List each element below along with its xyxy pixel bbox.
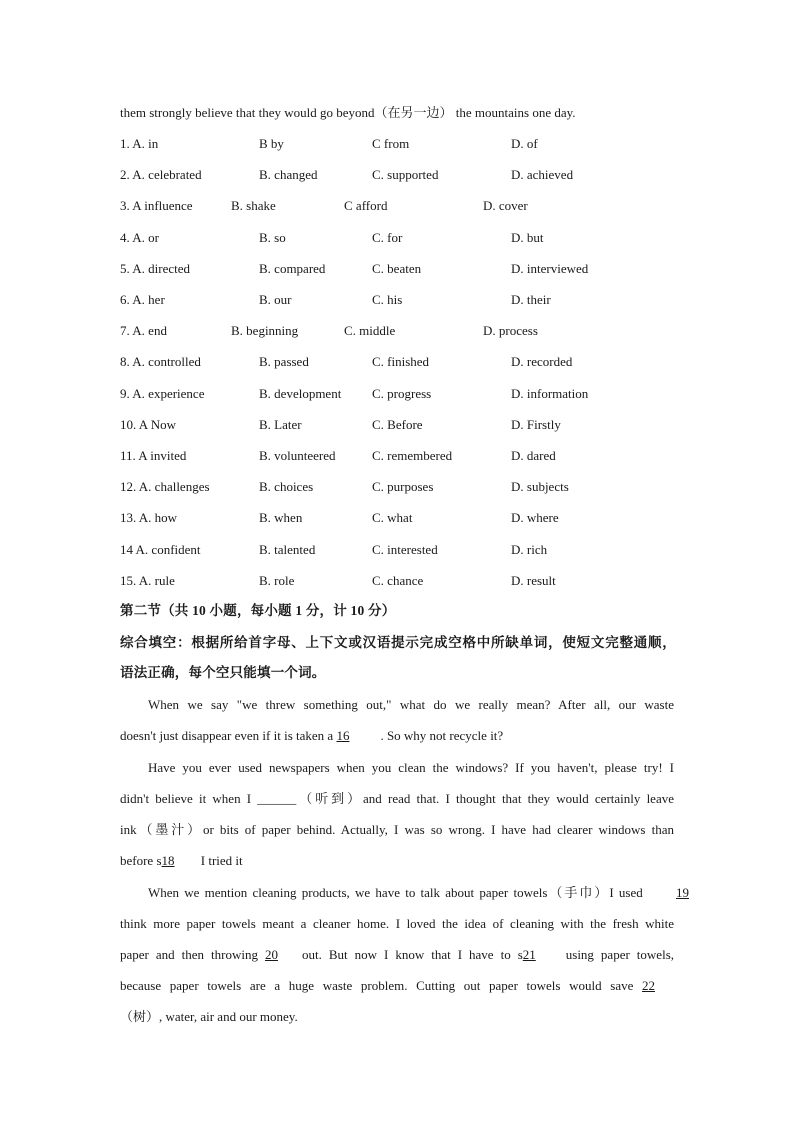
option-text: her bbox=[148, 292, 165, 307]
question-number: 7. A. bbox=[120, 323, 145, 339]
option-d[interactable]: D. information bbox=[511, 385, 589, 401]
question-row bbox=[120, 354, 680, 370]
option-text: or bbox=[148, 229, 160, 245]
question-number: 2. A. bbox=[120, 167, 145, 183]
blank-19[interactable]: 19 bbox=[676, 885, 690, 900]
question-row bbox=[120, 386, 680, 402]
blank-20[interactable]: 20 bbox=[264, 947, 278, 962]
option-a[interactable] bbox=[120, 573, 175, 589]
option-b[interactable]: B. beginning bbox=[231, 323, 299, 339]
option-c[interactable]: C. purposes bbox=[372, 479, 434, 495]
instruction-line-1: 综合填空：根据所给首字母、上下文或汉语提示完成空格中所缺单词，使短文完整通顺， bbox=[120, 635, 676, 650]
option-b[interactable]: B. passed bbox=[259, 354, 309, 370]
question-number: 11. A bbox=[120, 448, 147, 463]
blank-21[interactable]: 21 bbox=[522, 947, 536, 962]
option-c[interactable]: C. interested bbox=[372, 541, 438, 557]
option-b[interactable]: B. role bbox=[259, 572, 295, 588]
option-a[interactable] bbox=[120, 354, 201, 370]
question-row bbox=[120, 510, 680, 526]
option-c[interactable]: C. what bbox=[372, 510, 413, 526]
question-number: 10. A bbox=[120, 416, 148, 432]
paragraph-line: doesn't just disappear even if it is taken a 16 . So why not recycle it? bbox=[120, 728, 504, 743]
option-b[interactable]: B by bbox=[259, 136, 284, 151]
option-d[interactable]: D. rich bbox=[511, 541, 548, 557]
option-a[interactable] bbox=[120, 448, 186, 464]
question-row bbox=[120, 292, 680, 308]
option-d[interactable]: D. result bbox=[511, 572, 556, 588]
option-a[interactable] bbox=[120, 198, 193, 214]
question-number: 5. A. bbox=[120, 260, 145, 276]
question-number: 15. A. bbox=[120, 572, 152, 588]
instruction-line-2: 语法正确，每个空只能填一个词。 bbox=[120, 665, 326, 680]
paragraph-line: When we say "we threw something out," what do we really mean? After all, our waste bbox=[148, 697, 674, 712]
blank-18[interactable]: 18 bbox=[161, 853, 175, 868]
option-a[interactable] bbox=[120, 167, 202, 183]
option-c[interactable]: C from bbox=[372, 136, 410, 151]
question-row bbox=[120, 261, 680, 277]
option-c[interactable]: C. middle bbox=[344, 323, 396, 339]
question-number: 9. A. bbox=[120, 385, 145, 401]
option-b[interactable]: B. volunteered bbox=[259, 448, 336, 463]
option-b[interactable]: B. development bbox=[259, 385, 342, 401]
question-number: 4. A. bbox=[120, 229, 145, 245]
option-c[interactable]: C. supported bbox=[372, 167, 439, 183]
option-text: end bbox=[148, 323, 167, 339]
paragraph-line: didn't believe it when I ______（听到）and read that. I thought that they would certainly leave bbox=[120, 791, 674, 806]
paragraph-line: When we mention cleaning products, we have to talk about paper towels（手巾）I used 19 bbox=[148, 885, 690, 900]
question-number: 1. A. bbox=[120, 136, 145, 151]
option-c[interactable]: C. beaten bbox=[372, 260, 422, 276]
option-a[interactable] bbox=[120, 261, 190, 277]
question-number: 6. A. bbox=[120, 292, 145, 307]
option-a[interactable] bbox=[120, 230, 159, 246]
intro-line: them strongly believe that they would go beyond（在另一边） the mountains one day. bbox=[120, 105, 576, 120]
option-d[interactable]: D. of bbox=[511, 136, 538, 151]
option-a[interactable] bbox=[120, 292, 165, 308]
section-heading: 第二节（共 10 小题，每小题 1 分，计 10 分） bbox=[120, 603, 396, 618]
option-b[interactable]: B. talented bbox=[259, 541, 316, 557]
option-b[interactable]: B. changed bbox=[259, 167, 318, 183]
option-b[interactable]: B. our bbox=[259, 292, 292, 307]
question-number: 14 A. bbox=[120, 541, 149, 557]
question-row bbox=[120, 230, 680, 246]
blank-22[interactable]: 22 bbox=[642, 978, 655, 993]
blank-16[interactable]: 16 bbox=[336, 728, 350, 743]
paragraph-line: think more paper towels meant a cleaner home. I loved the idea of cleaning with the fresh white bbox=[120, 916, 674, 931]
option-text: experience bbox=[148, 385, 205, 401]
option-b[interactable]: B. Later bbox=[259, 416, 302, 432]
option-c[interactable]: C. progress bbox=[372, 385, 432, 401]
question-row bbox=[120, 573, 680, 589]
option-a[interactable] bbox=[120, 542, 201, 558]
question-row bbox=[120, 323, 680, 339]
option-text: influence bbox=[144, 198, 193, 214]
question-row bbox=[120, 542, 680, 558]
option-c[interactable]: C. remembered bbox=[372, 448, 453, 463]
option-c[interactable]: C. Before bbox=[372, 416, 423, 432]
paragraph-line: because paper towels are a huge waste problem. Cutting out paper towels would save 22 bbox=[120, 978, 674, 1009]
question-row bbox=[120, 417, 680, 433]
question-number: 13. A. bbox=[120, 510, 152, 526]
option-b[interactable]: B. choices bbox=[259, 479, 314, 495]
option-d[interactable]: D. their bbox=[511, 292, 551, 307]
paragraph-line: paper and then throwing 20 out. But now I know that I have to s21 using paper towels, bbox=[120, 947, 674, 962]
question-row bbox=[120, 479, 680, 495]
question-row bbox=[120, 448, 680, 464]
option-d[interactable]: D. subjects bbox=[511, 479, 569, 495]
option-d[interactable]: D. achieved bbox=[511, 167, 574, 183]
question-number: 3. A bbox=[120, 198, 141, 214]
option-b[interactable]: B. compared bbox=[259, 260, 326, 276]
option-text: how bbox=[154, 510, 178, 526]
option-d[interactable]: D. interviewed bbox=[511, 260, 589, 276]
paragraph-line: （树）, water, air and our money. bbox=[120, 1009, 298, 1024]
option-d[interactable]: D. process bbox=[483, 323, 538, 339]
paragraph-line: before s18 I tried it bbox=[120, 853, 243, 868]
option-c[interactable]: C. for bbox=[372, 229, 403, 245]
option-d[interactable]: D. but bbox=[511, 229, 544, 245]
option-a[interactable] bbox=[120, 479, 210, 495]
question-number: 8. A. bbox=[120, 354, 145, 370]
passage-paragraph-1 bbox=[120, 697, 674, 759]
question-row bbox=[120, 167, 680, 183]
blank-17[interactable]: ______ bbox=[257, 791, 297, 806]
paragraph-line: ink（墨汁）or bits of paper behind. Actually, I was so wrong. I have had clearer windows than bbox=[120, 822, 674, 837]
passage-paragraph-3 bbox=[120, 885, 690, 1040]
option-text: challenges bbox=[154, 479, 210, 495]
option-text: in bbox=[148, 136, 159, 151]
option-c[interactable]: C afford bbox=[344, 198, 388, 214]
option-d[interactable]: D. Firstly bbox=[511, 416, 561, 432]
question-row bbox=[120, 136, 680, 152]
option-text: directed bbox=[148, 260, 191, 276]
option-a[interactable] bbox=[120, 323, 167, 339]
option-a[interactable] bbox=[120, 136, 158, 152]
option-text: Now bbox=[150, 416, 176, 432]
option-d[interactable]: D. cover bbox=[483, 198, 528, 214]
option-text: celebrated bbox=[148, 167, 202, 183]
option-b[interactable]: B. so bbox=[259, 229, 286, 245]
option-b[interactable]: B. shake bbox=[231, 198, 276, 214]
option-c[interactable]: C. finished bbox=[372, 354, 430, 370]
option-c[interactable]: C. his bbox=[372, 292, 403, 307]
option-d[interactable]: D. where bbox=[511, 510, 559, 526]
paragraph-line: Have you ever used newspapers when you clean the windows? If you haven't, please try! I bbox=[148, 760, 674, 775]
option-a[interactable] bbox=[120, 386, 204, 402]
option-d[interactable]: D. recorded bbox=[511, 354, 573, 370]
option-b[interactable]: B. when bbox=[259, 510, 303, 526]
question-row bbox=[120, 198, 680, 214]
option-text: controlled bbox=[148, 354, 201, 370]
option-text: rule bbox=[154, 572, 175, 588]
passage-paragraph-2 bbox=[120, 760, 674, 884]
question-number: 12. A. bbox=[120, 479, 152, 495]
option-text: invited bbox=[150, 448, 187, 463]
option-d[interactable]: D. dared bbox=[511, 448, 556, 463]
option-a[interactable] bbox=[120, 417, 176, 433]
option-text: confident bbox=[151, 541, 201, 557]
option-c[interactable]: C. chance bbox=[372, 572, 424, 588]
option-a[interactable] bbox=[120, 510, 177, 526]
